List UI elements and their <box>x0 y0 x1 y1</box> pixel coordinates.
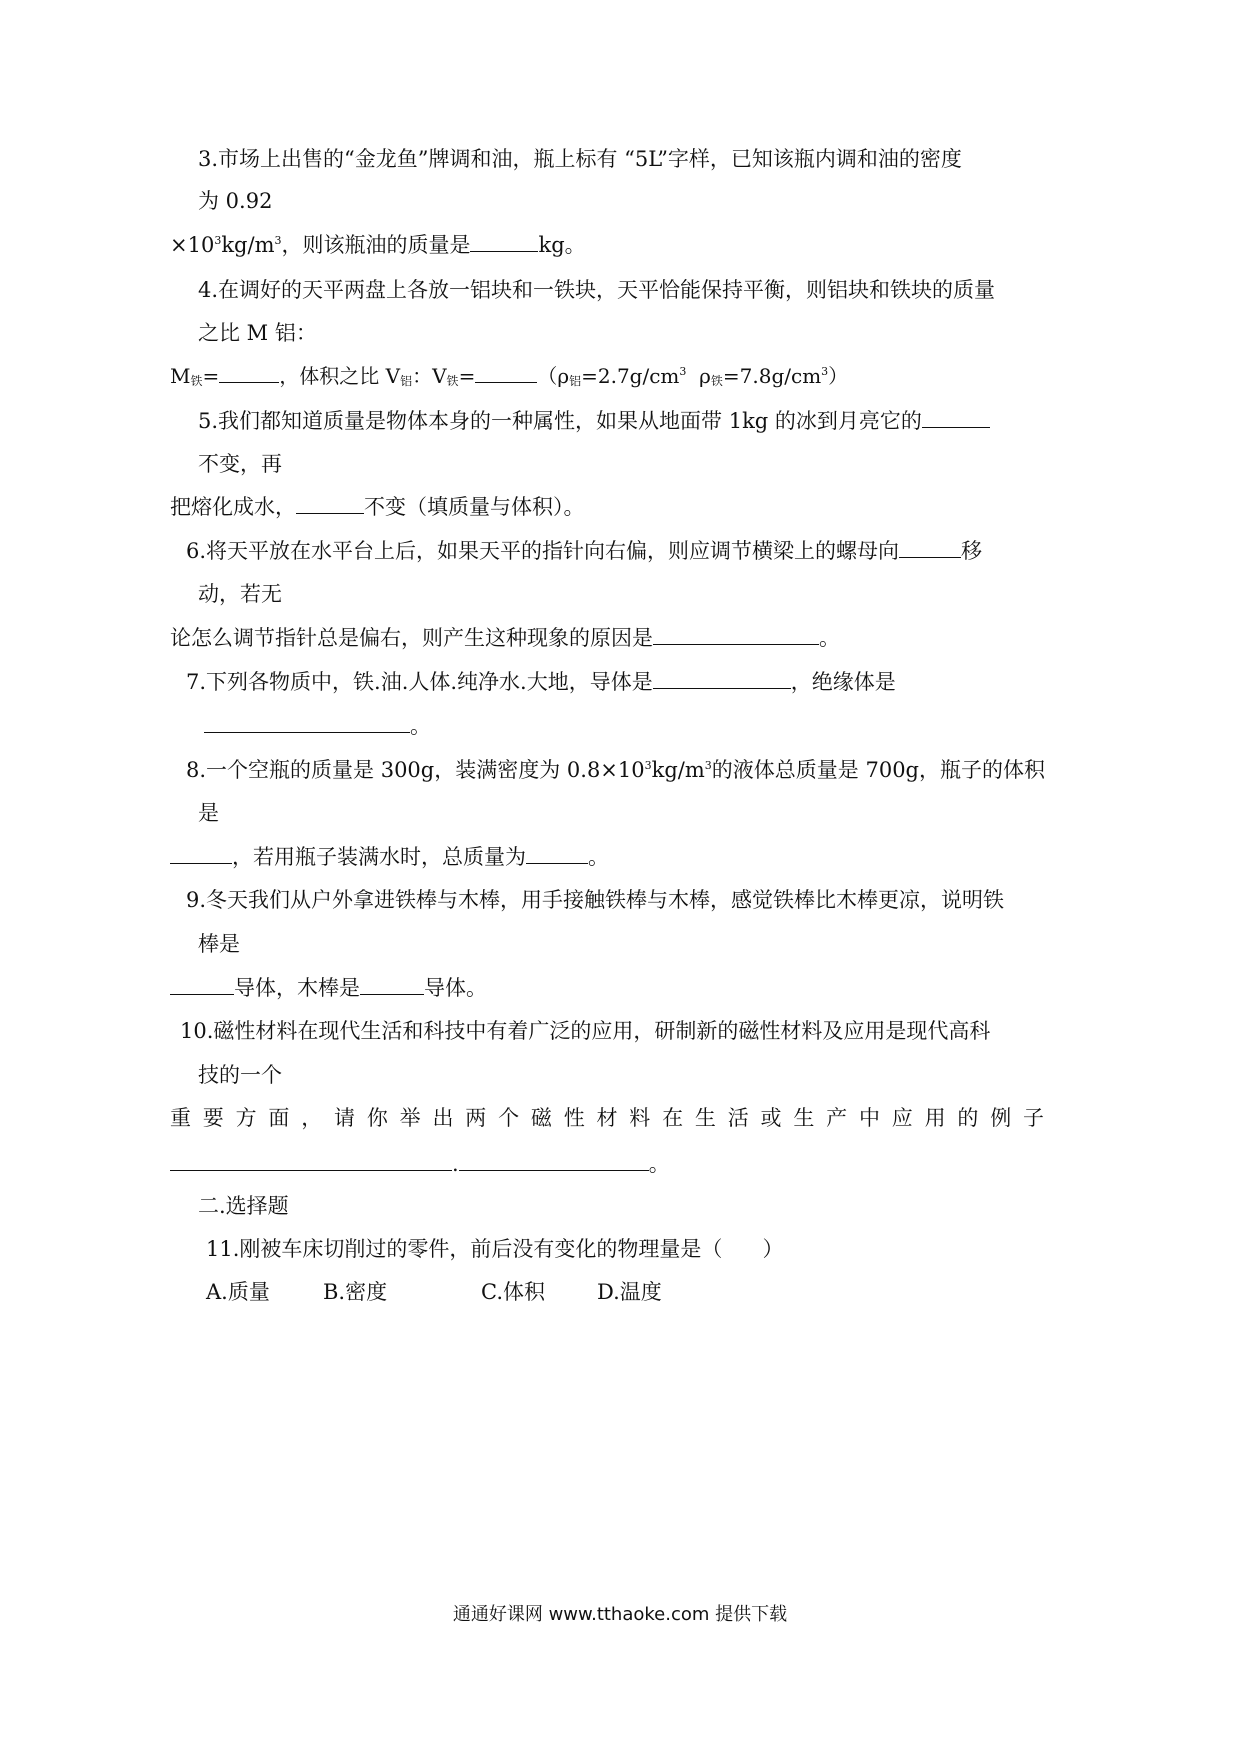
q4-line2: 之比 M 铝： <box>198 321 317 345</box>
superscript: 3 <box>821 365 829 378</box>
q6-line2: 动，若无 <box>198 582 282 606</box>
answer-blank[interactable] <box>470 231 538 252</box>
subscript: 铁 <box>190 374 203 388</box>
q10-text: 。 <box>648 1152 670 1176</box>
option-d[interactable]: D.温度 <box>597 1280 662 1304</box>
answer-blank[interactable] <box>922 407 990 428</box>
q5-text: 5.我们都知道质量是物体本身的一种属性，如果从地面带 1kg 的冰到月亮它的 <box>198 409 922 433</box>
section-heading: 二.选择题 <box>198 1194 289 1218</box>
answer-blank[interactable] <box>360 974 424 995</box>
q6-text: 论怎么调节指针总是偏右，则产生这种现象的原因是 <box>170 626 653 650</box>
q8-text: 8.一个空瓶的质量是 300g，装满密度为 0.8×10 <box>186 758 645 782</box>
q9-text: 导体，木棒是 <box>234 976 360 1000</box>
q9-line2: 棒是 <box>198 932 240 956</box>
page-footer: 通通好课网 www.tthaoke.com 提供下载 <box>452 1604 788 1625</box>
subscript: 铝 <box>569 374 582 388</box>
q5-line3 <box>170 493 585 521</box>
answer-blank[interactable] <box>653 624 819 645</box>
q7-line1 <box>186 668 896 696</box>
q10-text: . <box>452 1152 459 1176</box>
q10-line2: 技的一个 <box>198 1063 282 1087</box>
q5-line2: 不变，再 <box>198 452 282 476</box>
q8-text: kg/m <box>651 758 705 782</box>
option-a[interactable]: A.质量 <box>206 1280 270 1304</box>
q4-line3 <box>170 362 848 393</box>
q7-line2 <box>204 712 431 740</box>
q3-text: kg。 <box>538 233 586 257</box>
answer-blank[interactable] <box>296 493 364 514</box>
q8-line3 <box>170 843 609 871</box>
q10-line4 <box>170 1150 670 1178</box>
q8-text: ，若用瓶子装满水时，总质量为 <box>232 845 526 869</box>
answer-blank[interactable] <box>459 1150 649 1171</box>
answer-blank[interactable] <box>475 362 537 383</box>
q6-line1 <box>186 537 982 565</box>
q8-text: 的液体总质量是 700g，瓶子的体积 <box>711 758 1045 782</box>
q8-text: 。 <box>588 845 609 869</box>
q4-text: = <box>202 364 220 388</box>
q4-text: （ρ <box>537 364 570 388</box>
superscript: 3 <box>679 365 687 378</box>
q4-text: ，体积之比 V <box>279 364 401 388</box>
q6-text: 。 <box>819 626 840 650</box>
option-b[interactable]: B.密度 <box>323 1280 388 1304</box>
q10-line1: 10.磁性材料在现代生活和科技中有着广泛的应用，研制新的磁性材料及应用是现代高科 <box>180 1019 991 1043</box>
q7-text: ，绝缘体是 <box>790 670 896 694</box>
q7-text: 7.下列各物质中，铁.油.人体.纯净水.大地，导体是 <box>186 670 653 694</box>
q6-line3 <box>170 624 840 652</box>
superscript: 3 <box>704 759 712 772</box>
q5-text: 不变（填质量与体积）。 <box>364 495 585 519</box>
q9-line3 <box>170 974 487 1002</box>
q4-text: =7.8g/cm <box>722 364 822 388</box>
q3-text: ，则该瓶油的质量是 <box>281 233 471 257</box>
q3-text: ×10 <box>170 233 215 257</box>
q7-text: 。 <box>410 714 431 738</box>
subscript: 铁 <box>446 374 459 388</box>
q9-text: 导体。 <box>424 976 487 1000</box>
q6-text: 移 <box>961 539 983 563</box>
subscript: 铝 <box>400 374 413 388</box>
answer-blank[interactable] <box>899 537 961 558</box>
answer-blank[interactable] <box>170 974 234 995</box>
q11-stem: 11.刚被车床切削过的零件，前后没有变化的物理量是（ ） <box>206 1237 784 1261</box>
superscript: 3 <box>214 234 222 247</box>
q9-line1: 9.冬天我们从户外拿进铁棒与木棒，用手接触铁棒与木棒，感觉铁棒比木棒更凉，说明铁 <box>186 888 1005 912</box>
answer-blank[interactable] <box>526 843 588 864</box>
q5-line1 <box>198 407 990 435</box>
answer-blank[interactable] <box>170 843 232 864</box>
q10-line3: 重要方面，请你举出两个磁性材料在生活或生产中应用的例子 <box>170 1106 1044 1130</box>
q3-text: kg/m <box>221 233 275 257</box>
q5-text: 把熔化成水， <box>170 495 296 519</box>
q4-line1: 4.在调好的天平两盘上各放一铝块和一铁块，天平恰能保持平衡，则铝块和铁块的质量 <box>198 278 996 302</box>
q6-text: 6.将天平放在水平台上后，如果天平的指针向右偏，则应调节横梁上的螺母向 <box>186 539 900 563</box>
q4-text: ：V <box>412 364 447 388</box>
superscript: 3 <box>274 234 282 247</box>
q3-line3 <box>170 231 586 259</box>
q4-text: =2.7g/cm <box>581 364 680 388</box>
q4-text: = <box>458 364 476 388</box>
answer-blank[interactable] <box>653 668 791 689</box>
answer-blank[interactable] <box>219 362 279 383</box>
q3-line2: 为 0.92 <box>198 189 273 213</box>
q8-line1 <box>186 756 1045 784</box>
q4-text: M <box>170 364 191 388</box>
subscript: 铁 <box>710 374 723 388</box>
answer-blank[interactable] <box>170 1150 452 1171</box>
superscript: 3 <box>644 759 652 772</box>
answer-blank[interactable] <box>204 712 410 733</box>
q8-line2: 是 <box>198 801 219 825</box>
option-c[interactable]: C.体积 <box>481 1280 545 1304</box>
q3-line1: 3.市场上出售的“金龙鱼”牌调和油，瓶上标有 “5L”字样，已知该瓶内调和油的密度 <box>198 147 962 171</box>
q4-text: ρ <box>686 364 711 388</box>
q4-text: ） <box>828 364 849 388</box>
